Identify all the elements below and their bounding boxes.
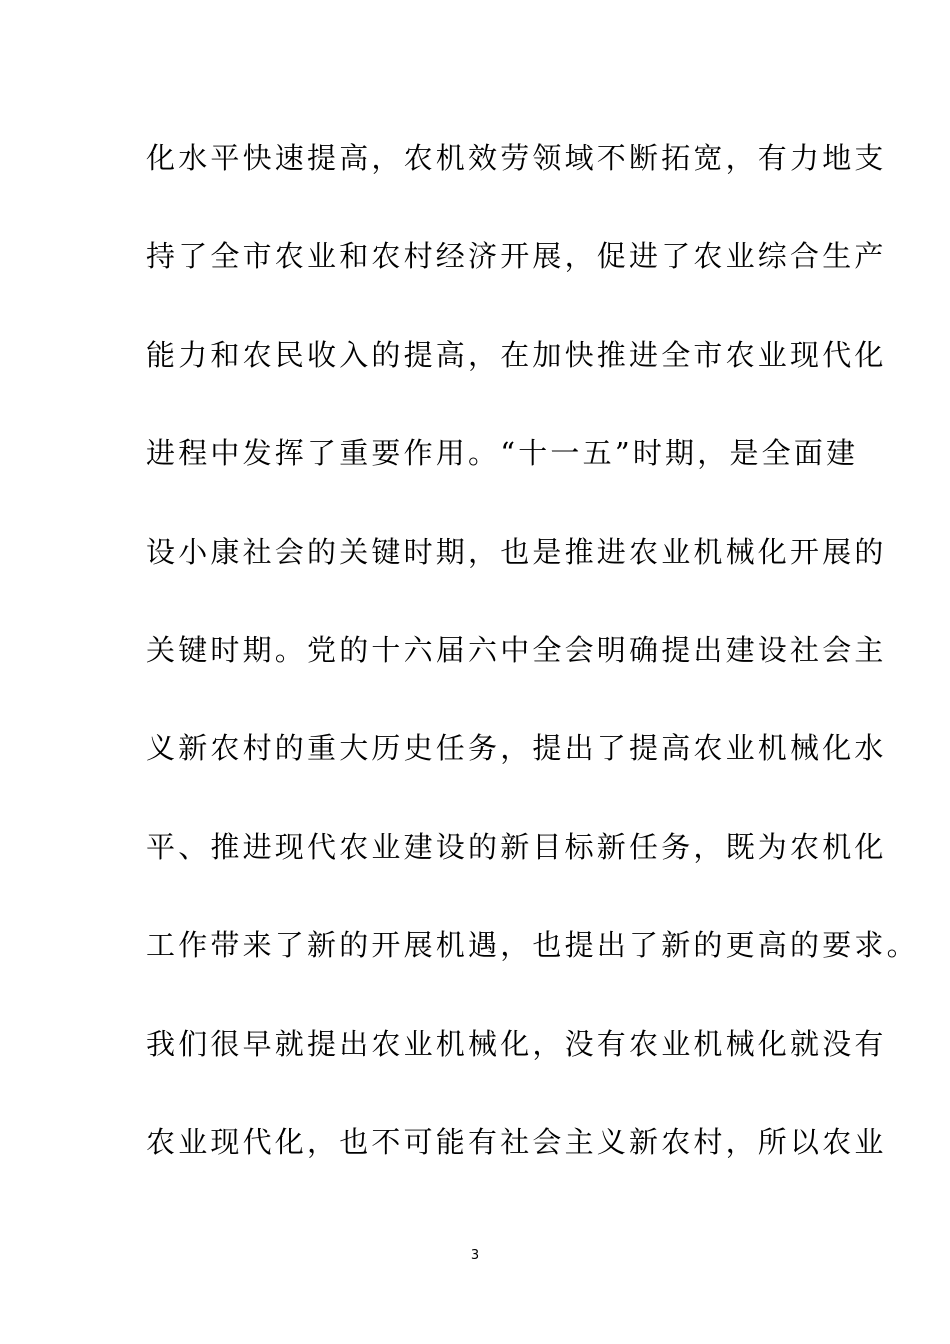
- text-line: 关键时期。党的十六届六中全会明确提出建设社会主: [146, 632, 887, 667]
- text-line: 设小康社会的关键时期，也是推进农业机械化开展的: [146, 534, 887, 569]
- text-line: 持了全市农业和农村经济开展，促进了农业综合生产: [146, 239, 887, 274]
- body-text: [146, 128, 919, 1210]
- text-line: 能力和农民收入的提高，在加快推进全市农业现代化: [146, 337, 887, 372]
- text-line: 平、推进现代农业建设的新目标新任务，既为农机化: [146, 829, 887, 864]
- text-line: 农业现代化，也不可能有社会主义新农村，所以农业: [146, 1124, 887, 1159]
- text-line: 工作带来了新的开展机遇，也提出了新的更高的要求。: [146, 928, 919, 963]
- text-line: 义新农村的重大历史任务，提出了提高农业机械化水: [146, 731, 887, 766]
- page-number: 3: [470, 1248, 480, 1263]
- text-line: 化水平快速提高，农机效劳领域不断拓宽，有力地支: [146, 141, 887, 175]
- text-line: 我们很早就提出农业机械化，没有农业机械化就没有: [146, 1026, 887, 1061]
- text-line: 进程中发挥了重要作用。“十一五”时期，是全面建: [146, 436, 859, 471]
